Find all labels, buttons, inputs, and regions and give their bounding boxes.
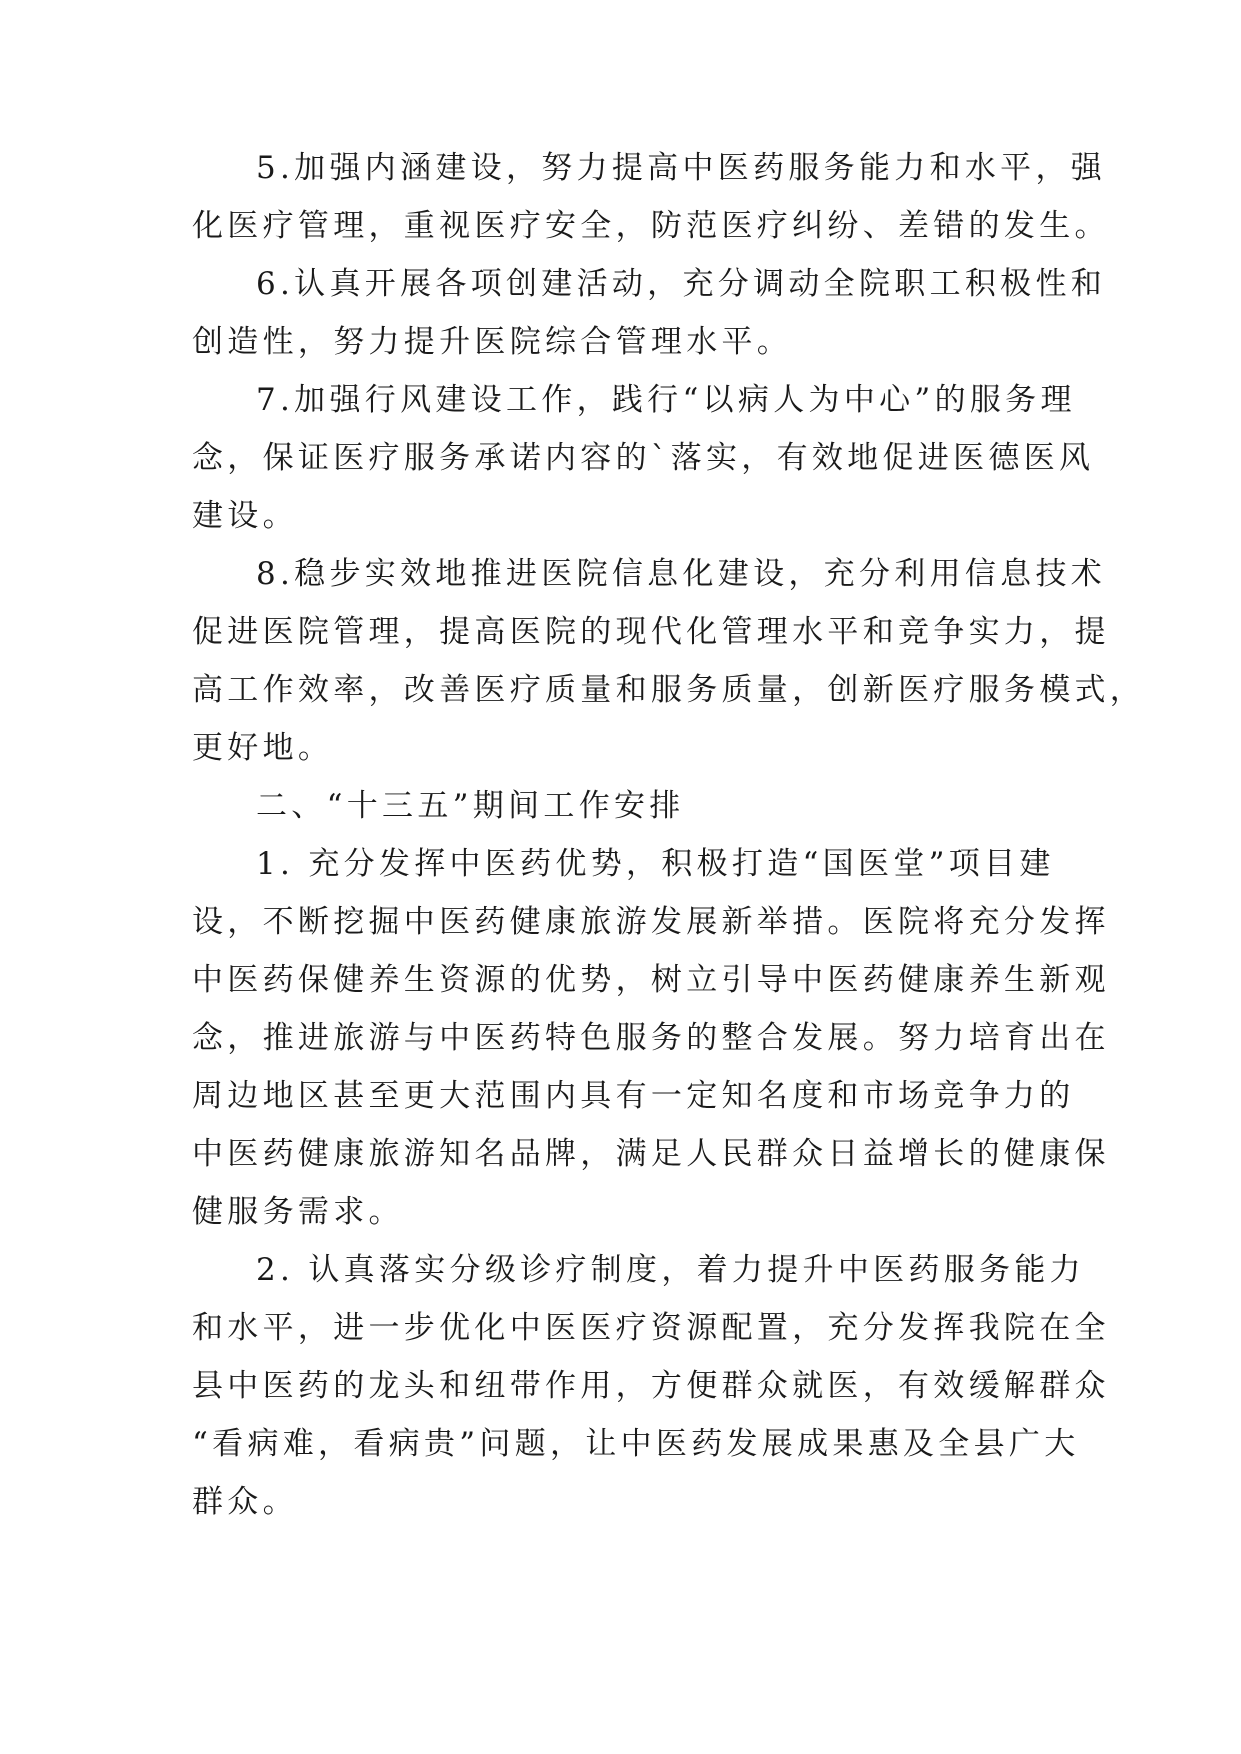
paragraph-5-line-1: 5.加强内涵建设，努力提高中医药服务能力和水平，强	[256, 150, 1107, 186]
item-2-line-4: “看病难，看病贵”问题，让中医药发展成果惠及全县广大	[192, 1426, 1080, 1462]
paragraph-6-line-1: 6.认真开展各项创建活动，充分调动全院职工积极性和	[256, 266, 1107, 302]
item-1-line-7: 健服务需求。	[192, 1194, 404, 1230]
section-heading: 二、“十三五”期间工作安排	[256, 788, 685, 824]
item-1-line-6: 中医药健康旅游知名品牌，满足人民群众日益增长的健康保	[192, 1136, 1110, 1172]
item-1-line-2: 设，不断挖掘中医药健康旅游发展新举措。医院将充分发挥	[192, 904, 1110, 940]
item-1-line-5: 周边地区甚至更大范围内具有一定知名度和市场竞争力的	[192, 1078, 1075, 1114]
paragraph-8-line-2: 促进医院管理，提高医院的现代化管理水平和竞争实力，提	[192, 614, 1110, 650]
item-2-line-3: 县中医药的龙头和纽带作用，方便群众就医，有效缓解群众	[192, 1368, 1110, 1404]
paragraph-5-line-2: 化医疗管理，重视医疗安全，防范医疗纠纷、差错的发生。	[192, 208, 1110, 244]
paragraph-8-line-4: 更好地。	[192, 730, 334, 766]
paragraph-8-line-3: 高工作效率，改善医疗质量和服务质量，创新医疗服务模式，	[192, 672, 1146, 708]
item-2-line-5: 群众。	[192, 1484, 298, 1520]
item-2-line-1: 2. 认真落实分级诊疗制度，着力提升中医药服务能力	[256, 1252, 1085, 1288]
item-1-line-4: 念，推进旅游与中医药特色服务的整合发展。努力培育出在	[192, 1020, 1110, 1056]
paragraph-6-line-2: 创造性，努力提升医院综合管理水平。	[192, 324, 793, 360]
paragraph-7-line-3: 建设。	[192, 498, 298, 534]
item-1-line-3: 中医药保健养生资源的优势，树立引导中医药健康养生新观	[192, 962, 1110, 998]
paragraph-8-line-1: 8.稳步实效地推进医院信息化建设，充分利用信息技术	[256, 556, 1107, 592]
paragraph-7-line-2: 念，保证医疗服务承诺内容的`落实，有效地促进医德医风	[192, 440, 1095, 476]
item-2-line-2: 和水平，进一步优化中医医疗资源配置，充分发挥我院在全	[192, 1310, 1110, 1346]
paragraph-7-line-1: 7.加强行风建设工作，践行“以病人为中心”的服务理	[256, 382, 1076, 418]
item-1-line-1: 1. 充分发挥中医药优势，积极打造“国医堂”项目建	[256, 846, 1055, 882]
